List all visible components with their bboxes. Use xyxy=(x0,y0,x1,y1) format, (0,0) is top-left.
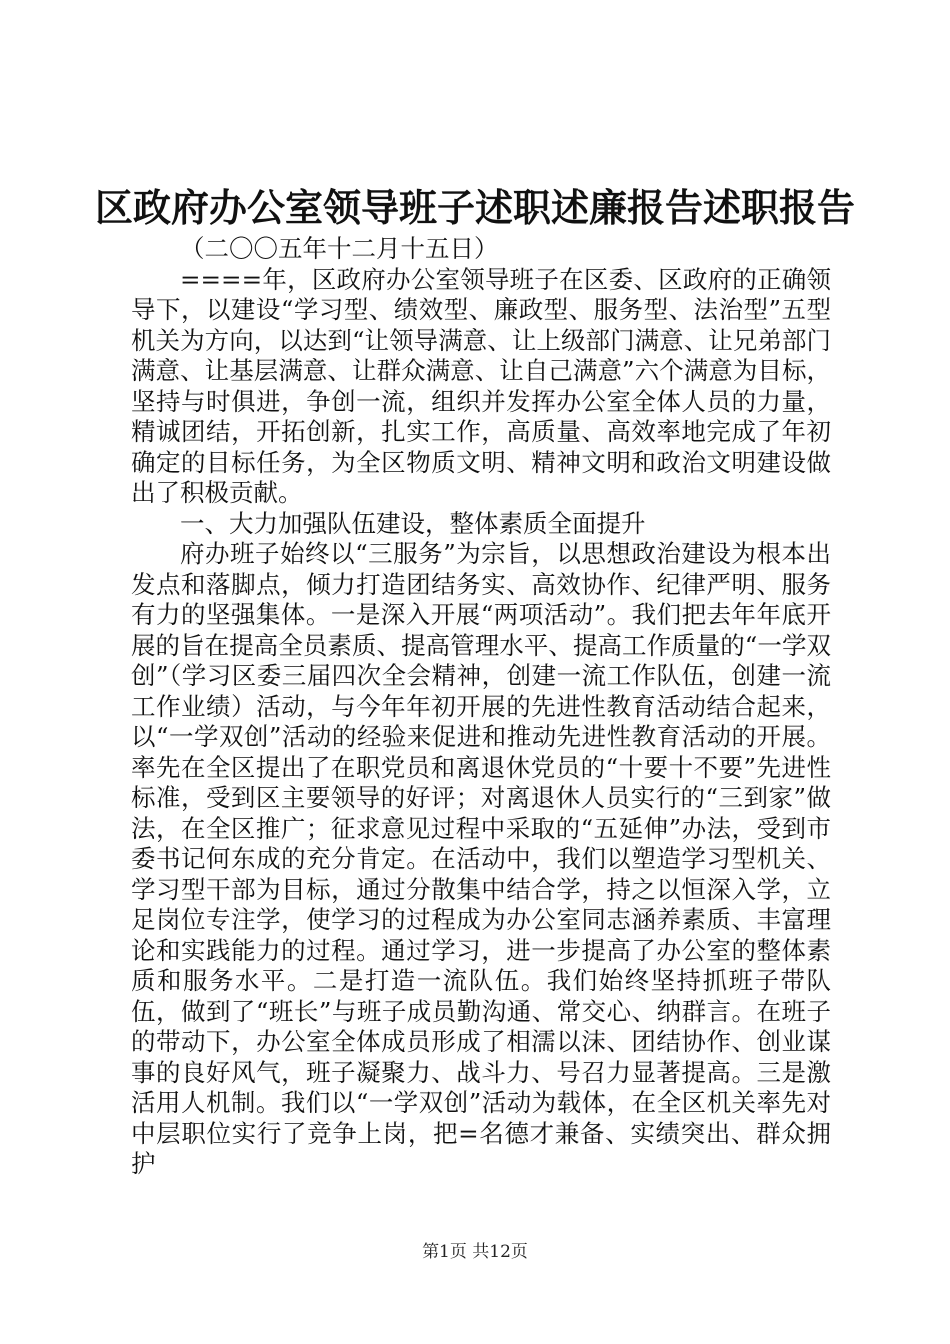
intro-paragraph: ====年，区政府办公室领导班子在区委、区政府的正确领导下，以建设“学习型、绩效型、廉政型、服务型、法治型”五型机关为方向，以达到“让领导满意、让上级部门满意、让兄弟部门满意、让基层满意、让群众满意、让自己满意”六个满意为目标，坚持与时俱进，争创一流，组织并发挥办公室全体人员的力量，精诚团结，开拓创新，扎实工作，高质量、高效率地完成了年初确定的目标任务，为全区物质文明、精神文明和政治文明建设做出了积极贡献。 xyxy=(131,264,831,507)
page-footer: 第1页 共12页 xyxy=(422,1242,528,1262)
document-body xyxy=(131,234,831,1180)
report-date: （二〇〇五年十二月十五日） xyxy=(180,234,499,263)
section-heading: 一、大力加强队伍建设，整体素质全面提升 xyxy=(180,508,646,538)
section-paragraph: 府办班子始终以“三服务”为宗旨，以思想政治建设为根本出发点和落脚点，倾力打造团结务实、高效协作、纪律严明、服务有力的坚强集体。一是深入开展“两项活动”。我们把去年年底开展的旨在提高全员素质、提高管理水平、提高工作质量的“一学双创”（学习区委三届四次全会精神，创建一流工作队伍，创建一流工作业绩）活动，与今年年初开展的先进性教育活动结合起来，以“一学双创”活动的经验来促进和推动先进性教育活动的开展。率先在全区提出了在职党员和离退休党员的“十要十不要”先进性标准，受到区主要领导的好评；对离退休人员实行的“三到家”做法，在全区推广；征求意见过程中采取的“五延伸”办法，受到市委书记何东成的充分肯定。在活动中，我们以塑造学习型机关、学习型干部为目标，通过分散集中结合学，持之以恒深入学，立足岗位专注学，使学习的过程成为办公室同志涵养素质、丰富理论和实践能力的过程。通过学习，进一步提高了办公室的整体素质和服务水平。二是打造一流队伍。我们始终坚持抓班子带队伍，做到了“班长”与班子成员勤沟通、常交心、纳群言。在班子的带动下，办公室全体成员形成了相濡以沫、团结协作、创业谋事的良好风气，班子凝聚力、战斗力、号召力显著提高。三是激活用人机制。我们以“一学双创”活动为载体，在全区机关率先对中层职位实行了竞争上岗，把=名德才兼备、实绩突出、群众拥护 xyxy=(131,539,831,1178)
document-title: 区政府办公室领导班子述职述廉报告述职报告 xyxy=(94,185,855,230)
